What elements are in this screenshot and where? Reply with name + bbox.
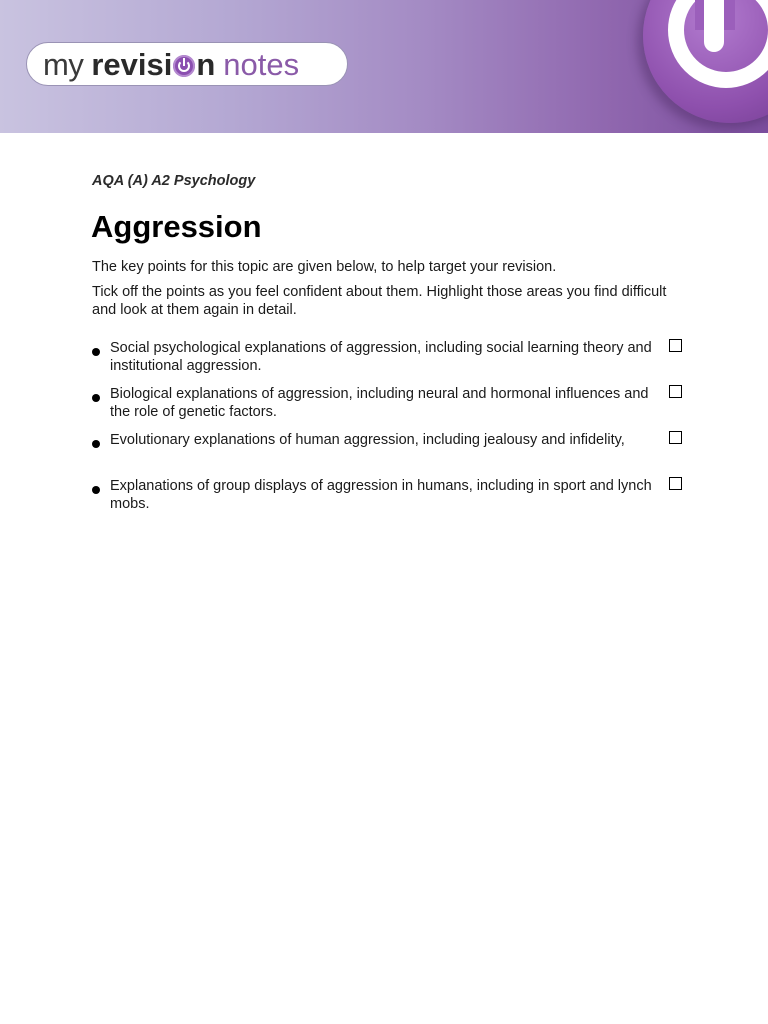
subject-heading: AQA (A) A2 Psychology <box>92 173 256 189</box>
intro-text-2: Tick off the points as you feel confident about them. Highlight those areas you find difficult and look at them again in detail. <box>92 284 667 318</box>
bullet-icon <box>92 394 100 402</box>
intro-text-1: The key points for this topic are given below, to help target your revision. <box>92 259 557 275</box>
power-icon-bar <box>704 0 724 52</box>
logo-revision <box>91 46 216 82</box>
key-points-list <box>92 339 690 523</box>
list-item <box>92 477 690 523</box>
tick-checkbox[interactable] <box>669 385 682 398</box>
logo-notes: notes <box>223 46 300 82</box>
bullet-icon <box>92 440 100 448</box>
point-text: Social psychological explanations of aggression, including social learning theory and institutional aggression. <box>110 340 652 374</box>
point-text: Biological explanations of aggression, including neural and hormonal influences and the role of genetic factors. <box>110 386 649 420</box>
list-item <box>92 385 690 431</box>
logo-revision-prefix: revisi <box>91 46 173 82</box>
point-text: Explanations of group displays of aggression in humans, including in sport and lynch mobs. <box>110 478 652 512</box>
tick-checkbox[interactable] <box>669 477 682 490</box>
logo-power-o-icon <box>173 55 195 77</box>
point-text: Evolutionary explanations of human aggression, including jealousy and infidelity, <box>110 432 625 448</box>
bullet-icon <box>92 486 100 494</box>
page-title: Aggression <box>91 209 262 244</box>
list-item <box>92 431 690 477</box>
tick-checkbox[interactable] <box>669 431 682 444</box>
logo <box>26 42 348 86</box>
bullet-icon <box>92 348 100 356</box>
list-item <box>92 339 690 385</box>
logo-revision-suffix: n <box>196 46 216 82</box>
logo-my: my <box>43 46 84 82</box>
header-banner <box>0 0 768 133</box>
tick-checkbox[interactable] <box>669 339 682 352</box>
